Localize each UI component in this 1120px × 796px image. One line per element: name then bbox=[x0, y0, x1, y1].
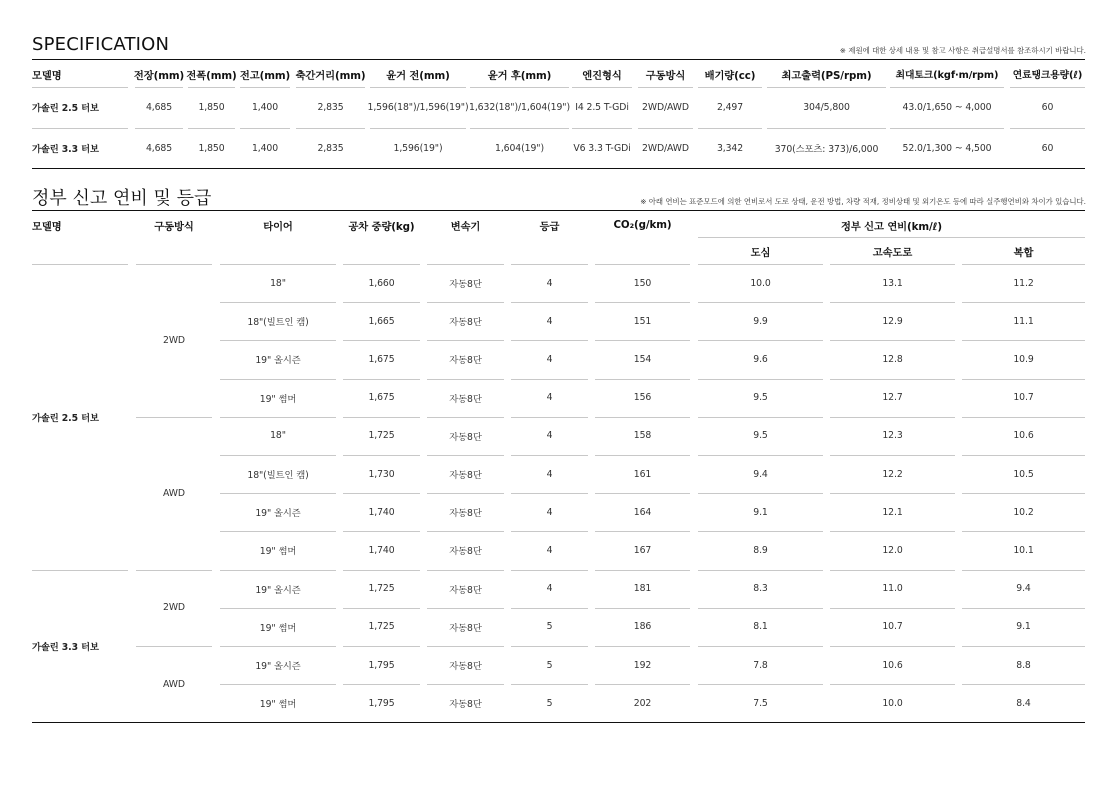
spec-header-rule bbox=[470, 87, 569, 88]
spec-value-cell: 60 bbox=[1041, 101, 1054, 113]
fuel-value-cell: 12.9 bbox=[882, 315, 903, 327]
spec-header-rule bbox=[698, 87, 762, 88]
spec-header-rule bbox=[188, 87, 235, 88]
spec-value-cell: 4,685 bbox=[145, 101, 173, 113]
fuel-value-cell: 자동8단 bbox=[449, 584, 482, 596]
fuel-value-cell: 8.1 bbox=[753, 621, 768, 633]
spec-row-rule bbox=[1010, 128, 1085, 129]
fuel-value-cell: 1,725 bbox=[368, 430, 395, 442]
fuel-value-cell: 8.4 bbox=[1016, 697, 1031, 709]
spec-value-cell: 2,835 bbox=[317, 101, 344, 113]
spec-header-cell: 연료탱크용량(ℓ) bbox=[1012, 70, 1083, 81]
spec-row-rule bbox=[296, 128, 365, 129]
fuel-value-cell: 10.6 bbox=[882, 659, 903, 671]
fuel-value-cell: 19" 올시즌 bbox=[255, 584, 301, 596]
spec-title: SPECIFICATION bbox=[32, 34, 170, 55]
fuel-value-cell: 1,725 bbox=[368, 583, 395, 595]
fuel-value-cell: 자동8단 bbox=[449, 661, 482, 673]
fuel-model-name: 가솔린 3.3 터보 bbox=[32, 641, 99, 653]
spec-header-cell: 전장(mm) bbox=[133, 69, 185, 82]
spec-value-cell: 60 bbox=[1041, 142, 1054, 154]
spec-row-rule bbox=[698, 128, 762, 129]
fuel-drive-label: AWD bbox=[163, 678, 185, 690]
spec-header-cell: 모델명 bbox=[32, 69, 62, 82]
spec-bottom-rule bbox=[32, 168, 1085, 169]
fuel-value-cell: 8.9 bbox=[753, 544, 768, 556]
fuel-value-cell: 164 bbox=[633, 506, 652, 518]
spec-note: ※ 제원에 대한 상세 내용 및 참고 사항은 취급설명서를 참조하시기 바랍니다. bbox=[839, 46, 1086, 55]
fuel-value-cell: 1,740 bbox=[368, 506, 395, 518]
fuel-value-cell: 12.8 bbox=[882, 353, 903, 365]
fuel-value-cell: 4 bbox=[546, 392, 553, 404]
spec-value-cell: 52.0/1,300 ~ 4,500 bbox=[902, 142, 992, 154]
spec-header-rule bbox=[890, 87, 1004, 88]
fuel-value-cell: 9.5 bbox=[753, 392, 768, 404]
spec-value-cell: 304/5,800 bbox=[803, 101, 850, 113]
spec-value-cell: V6 3.3 T-GDi bbox=[573, 142, 631, 154]
fuel-value-cell: 9.6 bbox=[753, 353, 768, 365]
spec-row-rule bbox=[188, 128, 235, 129]
fuel-value-cell: 19" 썸머 bbox=[259, 393, 297, 405]
spec-row-rule bbox=[470, 128, 569, 129]
spec-value-cell: 1,850 bbox=[198, 101, 225, 113]
fuel-value-cell: 18" bbox=[270, 430, 286, 442]
fuel-header-highway: 고속도로 bbox=[872, 246, 913, 259]
fuel-value-cell: 5 bbox=[546, 621, 553, 633]
fuel-value-cell: 1,740 bbox=[368, 544, 395, 556]
fuel-value-cell: 4 bbox=[546, 277, 553, 289]
spec-value-cell: 43.0/1,650 ~ 4,000 bbox=[902, 101, 992, 113]
spec-header-cell: 윤거 후(mm) bbox=[487, 69, 552, 82]
spec-header-cell: 엔진형식 bbox=[582, 69, 622, 82]
fuel-bottom-rule bbox=[32, 722, 1085, 723]
fuel-value-cell: 5 bbox=[546, 659, 553, 671]
fuel-value-cell: 자동8단 bbox=[449, 622, 482, 634]
spec-row-rule bbox=[890, 128, 1004, 129]
fuel-value-cell: 9.4 bbox=[753, 468, 768, 480]
spec-header-rule bbox=[370, 87, 466, 88]
spec-header-cell: 전고(mm) bbox=[239, 69, 291, 82]
spec-value-cell: 2,835 bbox=[317, 142, 344, 154]
spec-row-rule bbox=[638, 128, 693, 129]
fuel-value-cell: 10.7 bbox=[1013, 392, 1034, 404]
spec-value-cell: 1,400 bbox=[251, 142, 279, 154]
fuel-value-cell: 13.1 bbox=[882, 277, 903, 289]
fuel-value-cell: 151 bbox=[633, 315, 652, 327]
fuel-value-cell: 156 bbox=[633, 392, 652, 404]
fuel-value-cell: 19" 올시즌 bbox=[255, 508, 301, 520]
spec-header-cell: 배기량(cc) bbox=[704, 69, 756, 82]
fuel-value-cell: 10.5 bbox=[1013, 468, 1034, 480]
fuel-value-cell: 10.1 bbox=[1013, 544, 1034, 556]
fuel-value-cell: 7.8 bbox=[753, 659, 768, 671]
spec-row-rule bbox=[370, 128, 466, 129]
fuel-value-cell: 4 bbox=[546, 544, 553, 556]
fuel-value-cell: 11.0 bbox=[882, 583, 903, 595]
spec-header-cell: 전폭(mm) bbox=[186, 69, 237, 82]
fuel-header-weight: 공차 중량(kg) bbox=[348, 220, 415, 233]
fuel-value-cell: 1,675 bbox=[368, 392, 395, 404]
spec-header-rule bbox=[638, 87, 693, 88]
spec-value-cell: 1,604(19") bbox=[495, 142, 544, 154]
fuel-value-cell: 5 bbox=[546, 697, 553, 709]
spec-header-rule bbox=[32, 87, 128, 88]
fuel-drive-label: AWD bbox=[163, 487, 185, 499]
fuel-value-cell: 자동8단 bbox=[449, 699, 482, 711]
fuel-value-cell: 19" 올시즌 bbox=[255, 661, 301, 673]
fuel-value-cell: 자동8단 bbox=[449, 317, 482, 329]
spec-value-cell: 4,685 bbox=[145, 142, 173, 154]
fuel-value-cell: 181 bbox=[633, 583, 652, 595]
spec-value-cell: 2WD/AWD bbox=[642, 101, 689, 113]
fuel-value-cell: 4 bbox=[546, 353, 553, 365]
fuel-drive-label: 2WD bbox=[163, 602, 185, 614]
fuel-value-cell: 12.3 bbox=[882, 430, 903, 442]
fuel-value-cell: 1,730 bbox=[368, 468, 395, 480]
fuel-value-cell: 19" 썸머 bbox=[259, 699, 297, 711]
spec-value-cell: I4 2.5 T-GDi bbox=[575, 101, 629, 113]
fuel-value-cell: 18" bbox=[270, 277, 286, 289]
spec-header-cell: 최고출력(PS/rpm) bbox=[781, 69, 872, 82]
fuel-value-cell: 11.1 bbox=[1013, 315, 1034, 327]
fuel-efficiency-rule bbox=[698, 237, 1085, 238]
fuel-value-cell: 12.7 bbox=[882, 392, 903, 404]
fuel-value-cell: 4 bbox=[546, 583, 553, 595]
fuel-value-cell: 1,795 bbox=[368, 659, 395, 671]
spec-value-cell: 1,632(18")/1,604(19") bbox=[469, 101, 570, 113]
fuel-value-cell: 19" 올시즌 bbox=[255, 355, 301, 367]
spec-value-cell: 2WD/AWD bbox=[642, 142, 689, 154]
fuel-header-drive: 구동방식 bbox=[154, 220, 194, 233]
fuel-value-cell: 192 bbox=[633, 659, 652, 671]
fuel-value-cell: 11.2 bbox=[1013, 277, 1034, 289]
fuel-value-cell: 12.0 bbox=[882, 544, 903, 556]
spec-row-rule bbox=[240, 128, 290, 129]
fuel-header-tire: 타이어 bbox=[263, 220, 293, 233]
spec-header-rule bbox=[572, 87, 632, 88]
fuel-value-cell: 12.1 bbox=[882, 506, 903, 518]
spec-header-rule bbox=[1010, 87, 1085, 88]
spec-row-rule bbox=[767, 128, 886, 129]
spec-model-name: 가솔린 2.5 터보 bbox=[32, 103, 99, 114]
spec-header-cell: 구동방식 bbox=[645, 69, 686, 82]
fuel-value-cell: 자동8단 bbox=[449, 470, 482, 482]
fuel-header-grade: 등급 bbox=[539, 220, 560, 233]
fuel-value-cell: 7.5 bbox=[753, 697, 768, 709]
fuel-value-cell: 10.6 bbox=[1013, 430, 1034, 442]
fuel-value-cell: 18"(빌트인 캠) bbox=[247, 317, 309, 329]
fuel-value-cell: 202 bbox=[633, 697, 652, 709]
fuel-value-cell: 자동8단 bbox=[449, 355, 482, 367]
fuel-header-co2: CO₂(g/km) bbox=[613, 219, 672, 231]
fuel-value-cell: 1,660 bbox=[368, 277, 395, 289]
fuel-value-cell: 154 bbox=[633, 353, 652, 365]
fuel-value-cell: 4 bbox=[546, 315, 553, 327]
spec-value-cell: 3,342 bbox=[716, 142, 744, 154]
fuel-value-cell: 161 bbox=[633, 468, 652, 480]
spec-value-cell: 1,400 bbox=[251, 101, 279, 113]
spec-row-rule bbox=[572, 128, 632, 129]
spec-top-rule bbox=[32, 59, 1085, 60]
fuel-value-cell: 9.9 bbox=[753, 315, 768, 327]
fuel-value-cell: 19" 썸머 bbox=[259, 546, 297, 558]
fuel-value-cell: 자동8단 bbox=[449, 431, 482, 443]
fuel-value-cell: 1,725 bbox=[368, 621, 395, 633]
fuel-drive-label: 2WD bbox=[163, 334, 185, 346]
fuel-value-cell: 9.1 bbox=[753, 506, 768, 518]
fuel-header-model: 모델명 bbox=[32, 220, 62, 233]
fuel-value-cell: 19" 썸머 bbox=[259, 622, 297, 634]
spec-row-rule bbox=[32, 128, 128, 129]
fuel-header-transmission: 변속기 bbox=[450, 220, 481, 233]
fuel-value-cell: 1,795 bbox=[368, 697, 395, 709]
fuel-value-cell: 10.0 bbox=[882, 697, 903, 709]
spec-header-rule bbox=[296, 87, 365, 88]
fuel-header-city: 도심 bbox=[750, 246, 771, 259]
spec-header-rule bbox=[240, 87, 290, 88]
fuel-value-cell: 9.4 bbox=[1016, 583, 1031, 595]
spec-value-cell: 370(스포츠: 373)/6,000 bbox=[774, 144, 879, 155]
fuel-header-efficiency: 정부 신고 연비(km/ℓ) bbox=[840, 220, 943, 233]
fuel-value-cell: 8.8 bbox=[1016, 659, 1031, 671]
fuel-value-cell: 자동8단 bbox=[449, 508, 482, 520]
fuel-value-cell: 1,665 bbox=[368, 315, 395, 327]
spec-model-name: 가솔린 3.3 터보 bbox=[32, 144, 99, 155]
fuel-top-rule bbox=[32, 210, 1085, 211]
spec-value-cell: 2,497 bbox=[716, 101, 744, 113]
fuel-value-cell: 10.0 bbox=[750, 277, 771, 289]
fuel-model-name: 가솔린 2.5 터보 bbox=[32, 412, 99, 424]
fuel-value-cell: 자동8단 bbox=[449, 546, 482, 558]
fuel-value-cell: 158 bbox=[633, 430, 652, 442]
spec-header-cell: 윤거 전(mm) bbox=[386, 69, 450, 82]
fuel-value-cell: 12.2 bbox=[882, 468, 903, 480]
fuel-note: ※ 아래 연비는 표준모드에 의한 연비로서 도로 상태, 운전 방법, 차량 적재, 정비상태 및 외기온도 등에 따라 실주행연비와 차이가 있습니다. bbox=[640, 197, 1086, 206]
fuel-value-cell: 10.7 bbox=[882, 621, 903, 633]
spec-value-cell: 1,596(18")/1,596(19") bbox=[367, 101, 469, 113]
fuel-value-cell: 18"(빌트인 캠) bbox=[247, 470, 309, 482]
fuel-header-combined: 복합 bbox=[1013, 246, 1034, 259]
spec-header-rule bbox=[767, 87, 886, 88]
fuel-value-cell: 186 bbox=[633, 621, 652, 633]
fuel-value-cell: 9.1 bbox=[1016, 621, 1031, 633]
spec-header-rule bbox=[135, 87, 183, 88]
fuel-value-cell: 167 bbox=[633, 544, 652, 556]
spec-header-cell: 축간거리(mm) bbox=[295, 69, 366, 82]
fuel-value-cell: 150 bbox=[633, 277, 652, 289]
fuel-value-cell: 자동8단 bbox=[449, 279, 482, 291]
fuel-title: 정부 신고 연비 및 등급 bbox=[32, 188, 212, 209]
fuel-value-cell: 4 bbox=[546, 506, 553, 518]
fuel-value-cell: 10.2 bbox=[1013, 506, 1034, 518]
fuel-value-cell: 10.9 bbox=[1013, 353, 1034, 365]
spec-value-cell: 1,596(19") bbox=[393, 142, 443, 154]
fuel-value-cell: 9.5 bbox=[753, 430, 768, 442]
fuel-value-cell: 4 bbox=[546, 468, 553, 480]
fuel-value-cell: 4 bbox=[546, 430, 553, 442]
fuel-value-cell: 1,675 bbox=[368, 353, 395, 365]
spec-row-rule bbox=[135, 128, 183, 129]
spec-header-cell: 최대토크(kgf·m/rpm) bbox=[895, 70, 999, 81]
fuel-value-cell: 8.3 bbox=[753, 583, 768, 595]
spec-value-cell: 1,850 bbox=[198, 142, 225, 154]
fuel-value-cell: 자동8단 bbox=[449, 393, 482, 405]
